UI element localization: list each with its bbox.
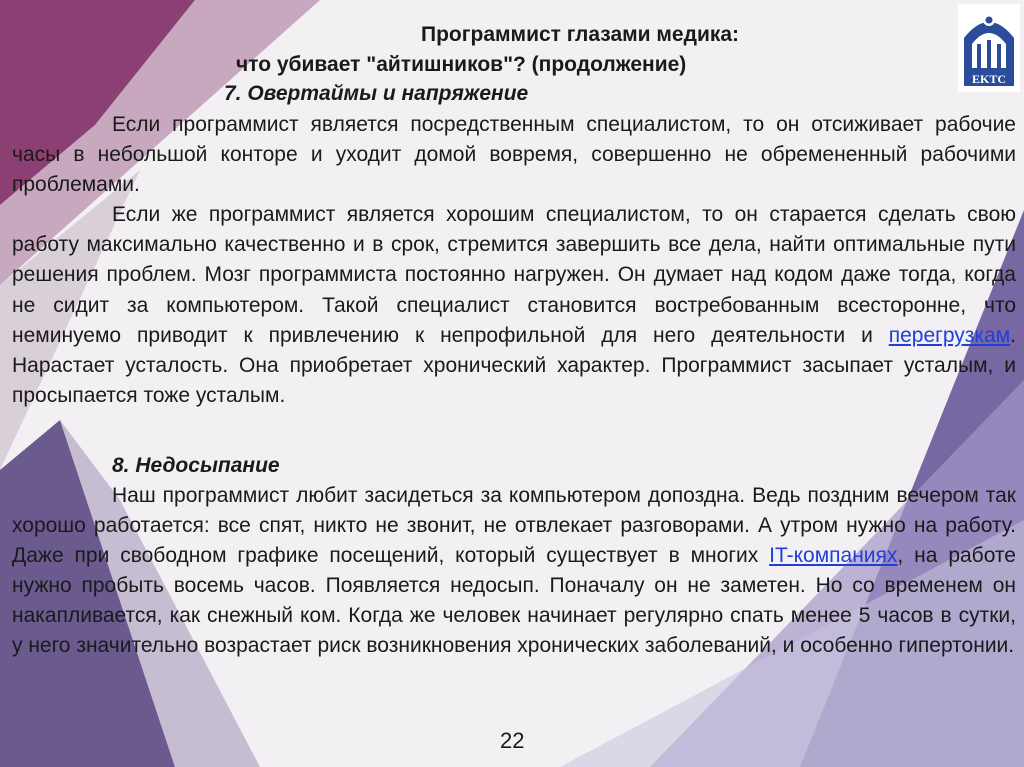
title-line-1: Программист глазами медика: xyxy=(421,23,740,46)
section-body-overtime xyxy=(12,110,1016,411)
paragraph-text: . Нарастает усталость. Она приобретает хронический характер. Программист засыпает усталым, и просыпается тоже усталым. xyxy=(12,323,1016,407)
ektc-logo xyxy=(958,4,1020,92)
paragraph-text: , на работе нужно пробыть восемь часов. Появляется недосып. Поначалу он не заметен. Но со временем он накапливается, как снежный ком. Когда же человек начинает регулярно спать менее 5 часов в сутки, у него значительно возрастает риск возникновения хронических заболеваний, и особенно гипертонии. xyxy=(12,544,1016,658)
paragraph-text: Если же программист является хорошим специалистом, то он старается сделать свою работу максимально качественно и в срок, стремится завершить все дела, найти оптимальные пути решения проблем. Мозг программиста постоянно нагружен. Он думает над кодом даже тогда, когда не сидит за компьютером. Такой специалист становится востребованным всесторонне, что неминуемо приводит к привлечению к непрофильной для него деятельности и xyxy=(12,203,1016,347)
section-heading-sleep-deprivation: 8. Недосыпание xyxy=(112,454,280,477)
page-number: 22 xyxy=(500,728,525,753)
link-it-companies[interactable]: IT-компаниях xyxy=(769,544,898,568)
title-line-2: что убивает "айтишников"? (продолжение) xyxy=(236,53,687,76)
paragraph-good-programmer xyxy=(12,200,1016,411)
section-heading-overtime: 7. Овертаймы и напряжение xyxy=(224,82,529,105)
paragraph-text: Наш программист любит засидеться за компьютером допоздна. Ведь поздним вечером так хорошо работается: все спят, никто не звонит, не отвлекает разговорами. А утром нужно на работу. Даже при свободном графике посещений, который существует в многих xyxy=(12,484,1016,568)
link-overloads[interactable]: перегрузкам xyxy=(888,323,1011,347)
paragraph-mediocre-programmer: Если программист является посредственным специалистом, то он отсиживает рабочие часы в небольшой конторе и уходит домой вовремя, совершенно не обремененный рабочими проблемами. xyxy=(12,113,1016,197)
paragraph-late-work xyxy=(12,481,1016,662)
logo-text: EKTC xyxy=(971,72,1007,86)
section-body-sleep-deprivation xyxy=(12,481,1016,662)
